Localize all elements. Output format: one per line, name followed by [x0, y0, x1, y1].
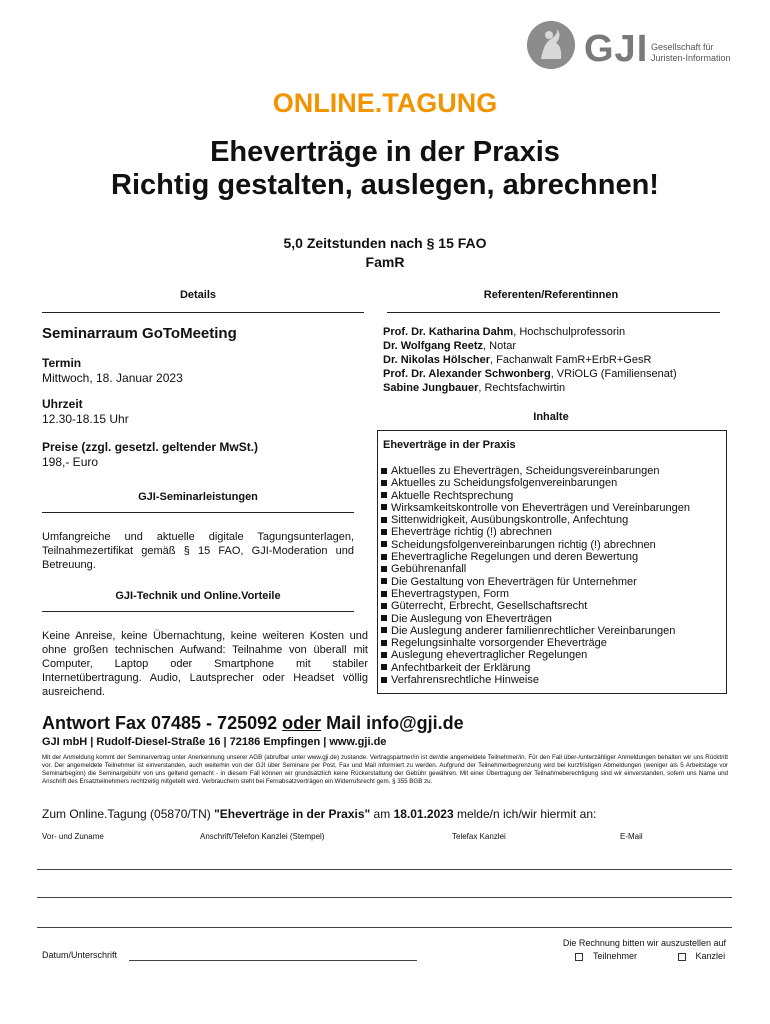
list-item: Wirksamkeitskontrolle von Eheverträgen und Vereinbarungen — [378, 502, 726, 514]
rechnung-label: Die Rechnung bitten wir auszustellen auf — [562, 938, 726, 948]
rechnung-options: Teilnehmer Kanzlei — [575, 951, 725, 961]
inhalte-heading: Inhalte — [533, 411, 569, 423]
list-item: Auslegung ehevertraglicher Regelungen — [378, 649, 726, 661]
registration-statement: Zum Online.Tagung (05870/TN) "Eheverträge in der Praxis" am 18.01.2023 melde/n ich/wir hiermit an: — [42, 807, 597, 821]
referent: Dr. Nikolas Hölscher, Fachanwalt FamR+ErbR+GesR — [383, 354, 652, 366]
form-line-2[interactable] — [37, 897, 732, 898]
details-heading: Details — [179, 289, 217, 301]
company-address: GJI mbH | Rudolf-Diesel-Straße 16 | 72186 Empfingen | www.gji.de — [42, 736, 387, 748]
venue: Seminarraum GoToMeeting — [42, 325, 237, 342]
logo-subtitle: Gesellschaft für Juristen-Information — [651, 42, 731, 63]
logo-emblem-icon — [527, 21, 575, 69]
termin-value: Mittwoch, 18. Januar 2023 — [42, 371, 183, 385]
list-item: Die Auslegung anderer familienrechtlicher Vereinbarungen — [378, 625, 726, 637]
checkbox-teilnehmer[interactable] — [575, 953, 583, 961]
list-item: Ehevertragliche Regelungen und deren Bewertung — [378, 551, 726, 563]
divider — [387, 312, 720, 313]
inhalte-box — [377, 430, 727, 694]
list-item: Verfahrensrechtliche Hinweise — [378, 674, 726, 686]
list-item: Die Gestaltung von Eheverträgen für Unternehmer — [378, 576, 726, 588]
form-line-1[interactable] — [37, 869, 732, 870]
inhalte-list — [378, 465, 726, 686]
event-type: ONLINE.TAGUNG — [272, 88, 498, 118]
list-item: Aktuelles zu Eheverträgen, Scheidungsvereinbarungen — [378, 465, 726, 477]
list-item: Gebührenanfall — [378, 563, 726, 575]
referent: Sabine Jungbauer, Rechtsfachwirtin — [383, 382, 566, 394]
leistungen-text: Umfangreiche und aktuelle digitale Tagungsunterlagen, Teilnahmezertifikat gemäß § 15 FAO, GJI-Moderation und Betreuung. — [42, 531, 354, 571]
list-item: Regelungsinhalte vorsorgender Eheverträge — [378, 637, 726, 649]
list-item: Sittenwidrigkeit, Ausübungskontrolle, Anfechtung — [378, 514, 726, 526]
referenten-heading: Referenten/Referentinnen — [483, 289, 619, 301]
technik-text: Keine Anreise, keine Übernachtung, keine weiteren Kosten und ohne großen technischen Aufwand: Teilnahme von überall mit Computer, Laptop oder Smartphone mit stabiler Internetübertragung. Audio, Lautsprecher oder Headset völlig ausreichend. — [42, 630, 368, 698]
list-item: Ehevertragstypen, Form — [378, 588, 726, 600]
logo-text: GJI — [584, 28, 649, 70]
list-item: Anfechtbarkeit der Erklärung — [378, 662, 726, 674]
list-item: Güterrecht, Erbrecht, Gesellschaftsrecht — [378, 600, 726, 612]
list-item: Die Auslegung von Eheverträgen — [378, 613, 726, 625]
datum-label: Datum/Unterschrift — [42, 950, 118, 960]
antwort-heading: Antwort Fax 07485 - 725092 oder Mail info@gji.de — [42, 713, 464, 733]
divider — [42, 512, 354, 513]
technik-heading: GJI-Technik und Online.Vorteile — [115, 590, 281, 602]
list-item: Scheidungsfolgenvereinbarungen richtig (!) abrechnen — [378, 539, 726, 551]
termin-label: Termin — [42, 356, 82, 370]
referent: Prof. Dr. Alexander Schwonberg, VRiOLG (Familiensenat) — [383, 368, 677, 380]
referent: Dr. Wolfgang Reetz, Notar — [383, 340, 517, 352]
divider — [42, 611, 354, 612]
col-label-address: Anschrift/Telefon Kanzlei (Stempel) — [200, 832, 325, 841]
preise-value: 198,- Euro — [42, 455, 99, 469]
col-label-fax: Telefax Kanzlei — [452, 832, 506, 841]
preise-label: Preise (zzgl. gesetzl. geltender MwSt.) — [42, 440, 259, 454]
hours-info: 5,0 Zeitstunden nach § 15 FAO FamR — [283, 235, 487, 270]
box-title: Eheverträge in der Praxis — [383, 439, 516, 451]
divider — [42, 312, 364, 313]
list-item: Aktuelle Rechtsprechung — [378, 490, 726, 502]
list-item: Eheverträge richtig (!) abrechnen — [378, 526, 726, 538]
col-label-name: Vor- und Zuname — [42, 832, 104, 841]
referent: Prof. Dr. Katharina Dahm, Hochschulprofessorin — [383, 326, 626, 338]
page-title: Eheverträge in der Praxis Richtig gestalten, auslegen, abrechnen! — [111, 136, 659, 201]
uhrzeit-label: Uhrzeit — [42, 397, 83, 411]
col-label-email: E-Mail — [620, 832, 643, 841]
legal-text: Mit der Anmeldung kommt der Seminarvertrag unter Anerkennung unserer AGB (abrufbar unter www.gji.de) zustande. Vertragspartner/in ist der/die angemeldete Teilnehmer/in. Für den Fall über-/unterzähliger Anmeldungen behalten wir uns Rücktritt vor. Der angemeldete Teilnehmer ist einverstanden, auch weiterhin von der GJI über Seminare per Post, Fax und Mail informiert zu werden. Aufgrund der Teilnehmerbegrenzung wird bei kurzfristigen Abmeldungen (weniger als 5 Arbeitstage vor Seminarbeginn) die Seminargebühr von uns geltend gemacht - in diesem Fall können wir grundsätzlich keine Rückerstattung der Gebühr gewähren. Mit einer Übertragung der Teilnahmeberechtigung sind wir einverstanden, sofern uns Name und Anschrift des Ersatzteilnehmers rechtzeitig mitgeteilt wird. Verbrauchern steht bei Fernabsatzverträgen ein Widerrufsrecht gem. § 355 BGB zu. — [42, 754, 728, 785]
leistungen-heading: GJI-Seminarleistungen — [138, 491, 258, 503]
referenten-list — [383, 325, 728, 395]
checkbox-kanzlei[interactable] — [678, 953, 686, 961]
form-line-3[interactable] — [37, 927, 732, 928]
list-item: Aktuelles zu Scheidungsfolgenvereinbarungen — [378, 477, 726, 489]
signature-line[interactable] — [129, 960, 417, 961]
uhrzeit-value: 12.30-18.15 Uhr — [42, 412, 129, 426]
